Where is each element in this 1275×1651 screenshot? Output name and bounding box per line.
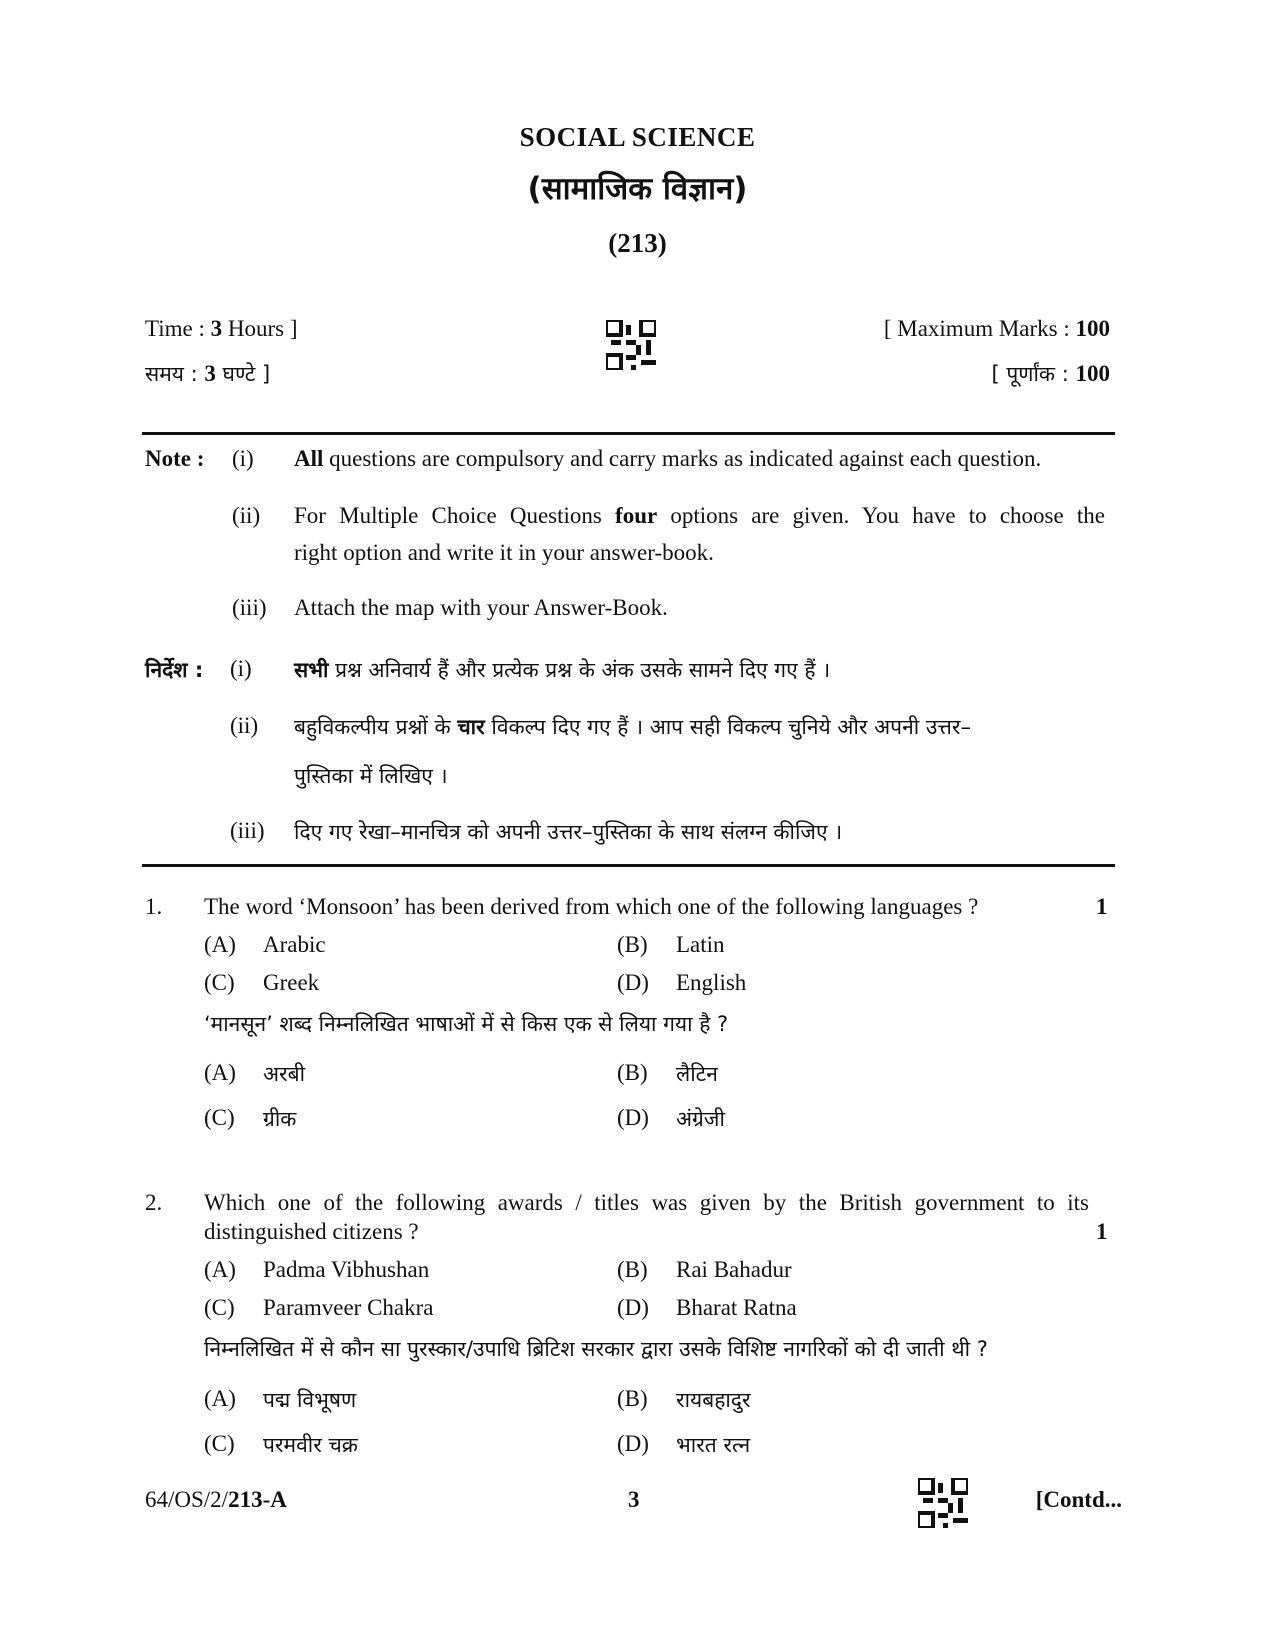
note-number: (i) bbox=[230, 656, 252, 681]
option-label: (C) bbox=[204, 970, 235, 995]
option-label: (D) bbox=[617, 1295, 649, 1320]
hindi-note-item: बहुविकल्पीय प्रश्नों के चार विकल्प दिए गए हैं । आप सही विकल्प चुनिये और अपनी उत्तर– bbox=[294, 715, 971, 739]
top-divider bbox=[142, 432, 1115, 435]
question-text-english: Which one of the following awards / titles was given by the British government to its bbox=[204, 1190, 1089, 1215]
option-text-hindi: लैटिन bbox=[676, 1062, 718, 1086]
qr-code-icon bbox=[918, 1478, 968, 1528]
subject-title-hindi: (सामाजिक विज्ञान) bbox=[527, 171, 748, 207]
option-label: (C) bbox=[204, 1431, 235, 1456]
option-text: English bbox=[676, 970, 747, 995]
note-item-continued: right option and write it in your answer-book. bbox=[294, 540, 714, 565]
option-label: (C) bbox=[204, 1295, 235, 1320]
note-label: Note : bbox=[145, 446, 205, 471]
question-marks: 1 bbox=[1096, 894, 1108, 919]
option-label: (A) bbox=[204, 1060, 236, 1085]
subject-title-english: SOCIAL SCIENCE bbox=[519, 122, 756, 152]
hindi-note-label: निर्देश : bbox=[145, 658, 204, 682]
option-text: Rai Bahadur bbox=[676, 1257, 792, 1282]
question-text-english: The word ‘Monsoon’ has been derived from which one of the following languages ? bbox=[204, 894, 979, 919]
subject-code: (213) bbox=[608, 228, 667, 258]
time-hindi: समय : 3 घण्टे ] bbox=[145, 361, 271, 386]
option-label: (B) bbox=[617, 1257, 648, 1282]
question-number: 2. bbox=[145, 1190, 163, 1215]
question-text-hindi: ‘मानसून’ शब्द निम्नलिखित भाषाओं में से किस एक से लिया गया है ? bbox=[204, 1012, 729, 1036]
note-number: (i) bbox=[232, 446, 254, 471]
option-text-hindi: परमवीर चक्र bbox=[263, 1433, 358, 1457]
option-text: Padma Vibhushan bbox=[263, 1257, 430, 1282]
option-text: Latin bbox=[676, 932, 725, 957]
option-label: (B) bbox=[617, 932, 648, 957]
option-label: (A) bbox=[204, 932, 236, 957]
paper-code: 64/OS/2/213-A bbox=[145, 1487, 287, 1512]
option-label: (D) bbox=[617, 970, 649, 995]
note-number: (ii) bbox=[232, 503, 261, 528]
question-marks: 1 bbox=[1096, 1219, 1108, 1244]
note-number: (iii) bbox=[230, 818, 265, 843]
continued-label: [Contd... bbox=[1035, 1487, 1122, 1512]
note-number: (iii) bbox=[232, 595, 267, 620]
option-label: (B) bbox=[617, 1386, 648, 1411]
option-text: Paramveer Chakra bbox=[263, 1295, 434, 1320]
option-text: Bharat Ratna bbox=[676, 1295, 797, 1320]
option-text: Greek bbox=[263, 970, 320, 995]
option-label: (A) bbox=[204, 1386, 236, 1411]
page-number: 3 bbox=[628, 1487, 640, 1512]
option-label: (A) bbox=[204, 1257, 236, 1282]
hindi-note-item: दिए गए रेखा–मानचित्र को अपनी उत्तर–पुस्तिका के साथ संलग्न कीजिए । bbox=[294, 820, 843, 844]
note-item: All questions are compulsory and carry marks as indicated against each question. bbox=[294, 446, 1042, 471]
option-label: (D) bbox=[617, 1431, 649, 1456]
max-marks-hindi: [ पूर्णांक : 100 bbox=[991, 361, 1110, 386]
option-text-hindi: रायबहादुर bbox=[676, 1388, 751, 1412]
note-item: For Multiple Choice Questions four options are given. You have to choose the bbox=[294, 503, 1105, 528]
option-label: (B) bbox=[617, 1060, 648, 1085]
question-text-hindi: निम्नलिखित में से कौन सा पुरस्कार/उपाधि ब्रिटिश सरकार द्वारा उसके विशिष्ट नागरिकों को दी जाती थी ? bbox=[204, 1337, 988, 1361]
hindi-note-item-continued: पुस्तिका में लिखिए । bbox=[294, 764, 448, 788]
option-text-hindi: पद्म विभूषण bbox=[263, 1388, 357, 1412]
note-item: Attach the map with your Answer-Book. bbox=[294, 595, 668, 620]
option-text-hindi: भारत रत्न bbox=[676, 1433, 751, 1457]
option-label: (C) bbox=[204, 1105, 235, 1130]
option-label: (D) bbox=[617, 1105, 649, 1130]
hindi-note-item: सभी प्रश्न अनिवार्य हैं और प्रत्येक प्रश्न के अंक उसके सामने दिए गए हैं । bbox=[294, 658, 831, 682]
option-text: Arabic bbox=[263, 932, 326, 957]
qr-code-icon bbox=[606, 320, 656, 370]
middle-divider bbox=[142, 864, 1115, 867]
question-text-english-continued: distinguished citizens ? bbox=[204, 1219, 419, 1244]
question-number: 1. bbox=[145, 894, 163, 919]
note-number: (ii) bbox=[230, 713, 259, 738]
max-marks-english: [ Maximum Marks : 100 bbox=[883, 316, 1110, 341]
option-text-hindi: ग्रीक bbox=[263, 1107, 297, 1131]
option-text-hindi: अरबी bbox=[263, 1062, 306, 1086]
time-english: Time : 3 Hours ] bbox=[145, 316, 298, 341]
option-text-hindi: अंग्रेजी bbox=[676, 1107, 725, 1131]
